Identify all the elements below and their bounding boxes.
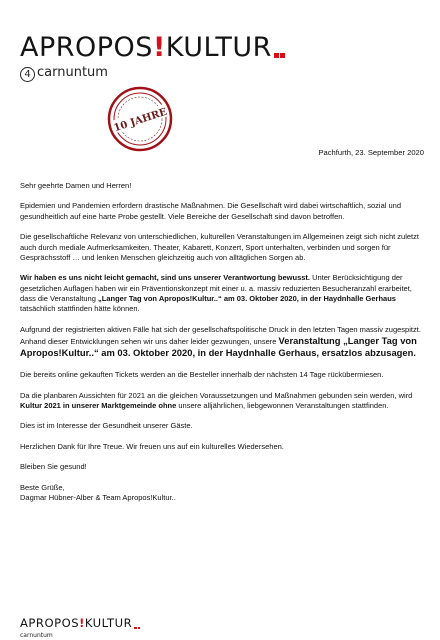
paragraph-8: Herzlichen Dank für Ihre Treue. Wir freuen uns auf ein kulturelles Wiedersehen. [20, 441, 284, 451]
logo-text-left: APROPOS [20, 32, 153, 63]
footer-logo-text-right: KULTUR [84, 616, 133, 630]
logo-subtitle [20, 65, 286, 82]
paragraph-4 [20, 325, 422, 360]
logo-sub-text: carnuntum [37, 65, 108, 80]
footer-logo-sub-text: carnuntum [20, 631, 53, 639]
paragraph-3-text: Unter Berücksichtigung der gesetzlichen Auflagen haben wir ein Präventionskonzept mit einer u. a. massiv reduzierten Besucheranzahl erarbeitet, dass die Veranstaltung [20, 273, 412, 303]
logo-squares-icon [274, 36, 286, 63]
closing-block [20, 483, 422, 504]
footer-logo-subtitle [20, 632, 141, 639]
footer-logo-wordmark [20, 618, 141, 632]
signature: Dagmar Hübner-Alber & Team Apropos!Kultur.. [20, 493, 176, 503]
paragraph-3-lead: Wir haben es uns nicht leicht gemacht, sind uns unserer Verantwortung bewusst. [20, 273, 310, 283]
anniversary-stamp-icon [107, 86, 173, 152]
paragraph-3 [20, 273, 422, 314]
logo-wordmark [20, 34, 286, 63]
logo-text-right: KULTUR [165, 32, 272, 63]
letter-body [20, 181, 422, 503]
footer-logo-exclamation: ! [79, 616, 85, 630]
paragraph-2: Die gesellschaftliche Relevanz von unterschiedlichen, kulturellen Veranstaltungen im Allgemeinen zeigt sich nicht zuletzt auch durch mediale Aufmerksamkeiten. Theater, Kabarett, Konzert, Sport unterhalten, verbinden und sorgen für Gesprächsstoff … und lenken Menschen gleichzeitig auch von alltäglichen Sorgen ab. [20, 232, 419, 262]
paragraph-4-announcement: Veranstaltung „Langer Tag von Apropos!Kultur..“ am 03. Oktober 2020, in der Haydnhalle Gerhaus, ersatzlos abzusagen. [20, 335, 417, 359]
paragraph-3-event: „Langer Tag von Apropos!Kultur..“ am 03. Oktober 2020, in der Haydnhalle Gerhaus [97, 293, 396, 303]
paragraph-9: Bleiben Sie gesund! [20, 462, 87, 472]
paragraph-1: Epidemien und Pandemien erfordern drastische Maßnahmen. Die Gesellschaft wird dabei wirtschaftlich, sozial und gesundheitlich auf eine harte Probe gestellt. Viele Bereiche der Gesellschaft sind davon betroffen. [20, 201, 402, 221]
footer-logo-squares-icon [134, 620, 141, 632]
logo-exclamation: ! [152, 32, 166, 63]
circle-four-icon: 4 [20, 67, 35, 82]
paragraph-7: Dies ist im Interesse der Gesundheit unserer Gäste. [20, 421, 193, 431]
paragraph-6-text-b: unsere alljährlichen, liebgewonnen Veranstaltungen stattfinden. [176, 400, 389, 410]
footer-logo-text-left: APROPOS [20, 616, 80, 630]
stamp-text: 10 JAHRE [112, 106, 169, 135]
paragraph-4-text: Aufgrund der registrierten aktiven Fälle hat sich der gesellschaftspolitische Druck in den letzten Tagen massiv zugespitzt. Anhand dieser Entwicklungen sehen wir uns daher leider gezwungen, unsere [20, 324, 421, 347]
paragraph-6 [20, 391, 422, 412]
paragraph-6-bold: Kultur 2021 in unserer Marktgemeinde ohne [20, 400, 177, 410]
paragraph-6-text-a: Da die planbaren Aussichten für 2021 an die gleichen Voraussetzungen und Maßnahmen gebunden sein werden, wird [20, 390, 413, 400]
paragraph-3-end: tatsächlich stattfinden hätte können. [20, 304, 140, 314]
closing: Beste Grüße, [20, 482, 65, 492]
paragraph-5: Die bereits online gekauften Tickets werden an die Besteller innerhalb der nächsten 14 Tage rückübermiesen. [20, 370, 384, 380]
header-logo [20, 34, 286, 82]
letter-date: Pachfurth, 23. September 2020 [318, 148, 424, 157]
footer-logo [20, 618, 141, 639]
salutation: Sehr geehrte Damen und Herren! [20, 181, 132, 190]
